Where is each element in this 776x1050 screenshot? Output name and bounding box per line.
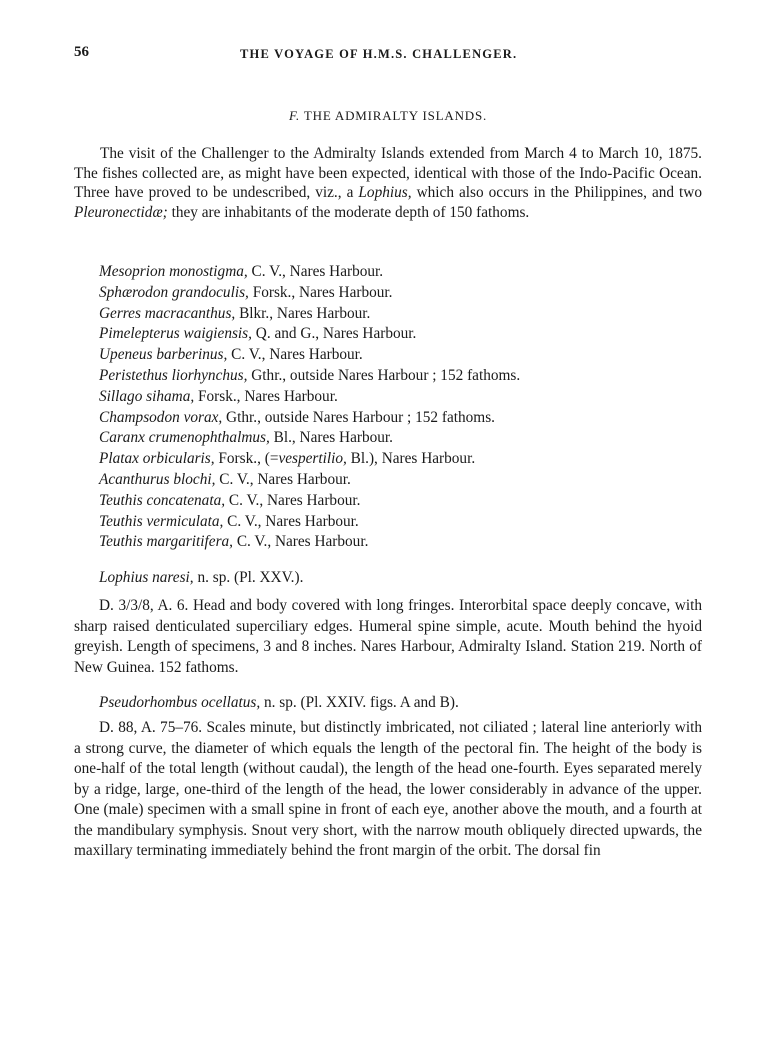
list-item: Sillago sihama, Forsk., Nares Harbour. <box>99 387 338 405</box>
list-item: Caranx crumenophthalmus, Bl., Nares Harbour. <box>99 429 394 447</box>
list-item: Peristethus liorhynchus, Gthr., outside Nares Harbour ; 152 fathoms. <box>99 366 521 384</box>
section-title-text: THE ADMIRALTY ISLANDS. <box>303 108 488 123</box>
list-item: Sphærodon grandoculis, Forsk., Nares Harbour. <box>99 283 393 301</box>
section-title <box>0 108 776 124</box>
list-item: Upeneus barberinus, C. V., Nares Harbour. <box>99 346 363 364</box>
list-item: Teuthis margaritifera, C. V., Nares Harbour. <box>99 533 369 551</box>
list-item: Gerres macracanthus, Blkr., Nares Harbour. <box>99 304 371 322</box>
list-item: Platax orbicularis, Forsk., (=vespertilio, Bl.), Nares Harbour. <box>99 450 476 468</box>
intro-paragraph: The visit of the Challenger to the Admiralty Islands extended from March 4 to March 10, 1875. The fishes collected are, as might have been expected, identical with those of the Indo-Pacific Ocean. Three have proved to be undescribed, viz., a Lophius, which also occurs in the Philippines, and two Pleuronectidæ; they are inhabitants of the moderate depth of 150 fathoms. <box>74 145 702 221</box>
species-list <box>99 262 520 553</box>
list-item: Mesoprion monostigma, C. V., Nares Harbour. <box>99 263 384 280</box>
page-number: 56 <box>74 44 89 60</box>
list-item: Acanthurus blochi, C. V., Nares Harbour. <box>99 470 351 488</box>
list-item: Champsodon vorax, Gthr., outside Nares Harbour ; 152 fathoms. <box>99 408 495 426</box>
lophius-description: D. 3/3/8, A. 6. Head and body covered with long fringes. Interorbital space deeply concave, with sharp raised denticulated superciliary edges. Humeral spine simple, acute. Mouth behind the hyoid greyish. Length of specimens, 3 and 8 inches. Nares Harbour, Admiralty Island. Station 219. North of New Guinea. 152 fathoms. <box>74 597 702 676</box>
list-item: Teuthis concatenata, C. V., Nares Harbour. <box>99 491 361 509</box>
list-item: Teuthis vermiculata, C. V., Nares Harbour. <box>99 512 359 530</box>
lophius-heading: Lophius naresi, n. sp. (Pl. XXV.). <box>99 569 304 586</box>
running-title: THE VOYAGE OF H.M.S. CHALLENGER. <box>240 47 518 61</box>
pseudorhombus-heading: Pseudorhombus ocellatus, n. sp. (Pl. XXIV. figs. A and B). <box>99 694 459 711</box>
list-item: Pimelepterus waigiensis, Q. and G., Nares Harbour. <box>99 325 417 343</box>
pseudorhombus-description: D. 88, A. 75–76. Scales minute, but distinctly imbricated, not ciliated ; lateral line anteriorly with a strong curve, the diameter of which equals the length of the pectoral fin. The height of the body is one-half of the total length (without caudal), the length of the head one-fourth. Eyes separated merely by a ridge, large, one-third of the length of the head, the lower considerably in advance of the upper. One (male) specimen with a small spine in front of each eye, another above the mouth, and a fourth at the mandibulary symphysis. Snout very short, with the narrow mouth obliquely directed upwards, the maxillary terminating immediately behind the front margin of the orbit. The dorsal fin <box>74 719 702 859</box>
section-letter: F. <box>288 108 301 123</box>
